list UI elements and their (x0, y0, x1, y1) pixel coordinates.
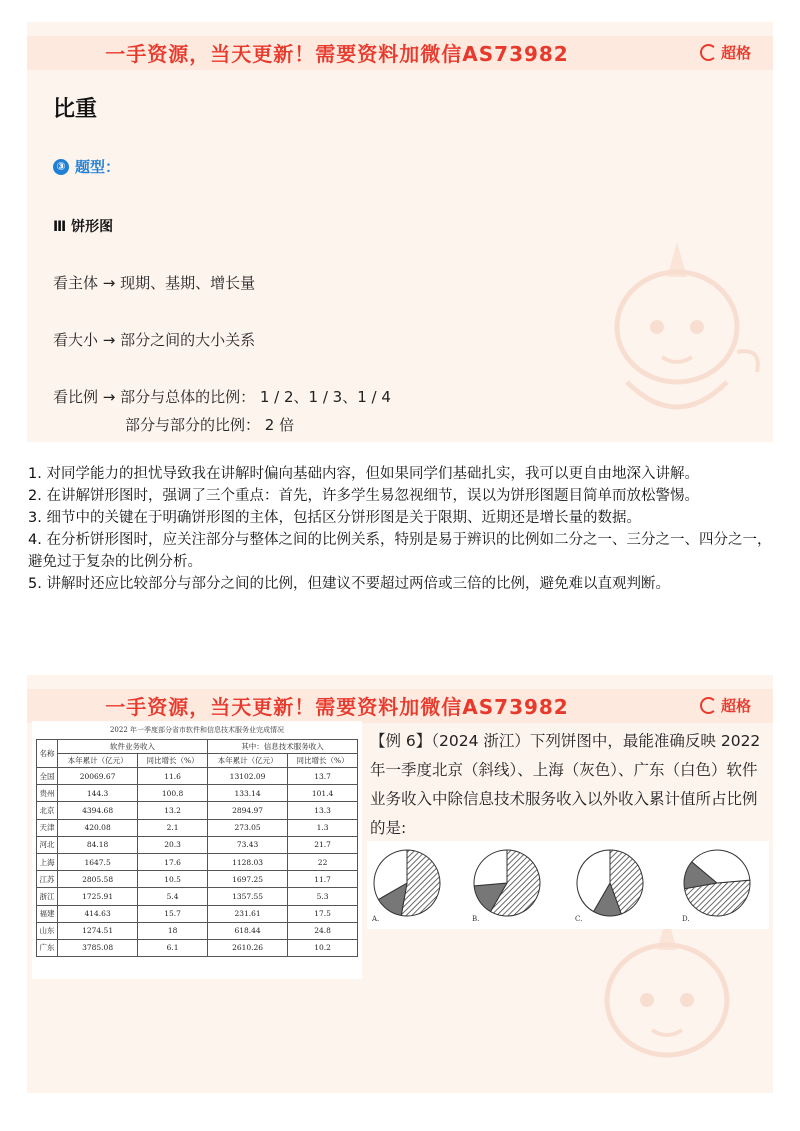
rule-line-3: 看比例 → 部分与总体的比例： 1 / 2、1 / 3、1 / 4 (53, 388, 391, 406)
table-row (37, 836, 358, 853)
table-header: 软件业务收入 (58, 740, 208, 754)
table-header: 其中：信息技术服务收入 (208, 740, 358, 754)
data-table (36, 739, 358, 957)
table-cell: 20.3 (138, 836, 208, 853)
table-cell: 6.1 (138, 939, 208, 956)
note-item: 1. 对同学能力的担忧导致我在讲解时偏向基础内容，但如果同学们基础扎实，我可以更自由地深入讲解。 (28, 466, 699, 482)
table-cell: 420.08 (58, 819, 138, 836)
pie-option-label: B. (472, 915, 480, 923)
mascot-watermark-icon (587, 232, 767, 442)
table-cell: 13.3 (288, 802, 358, 819)
slide-top (27, 22, 773, 442)
pie-slice (474, 850, 507, 886)
table-cell: 144.3 (58, 785, 138, 802)
note-item: 4. 在分析饼形图时，应关注部分与整体之间的比例关系，特别是易于辨识的比例如二分之一、三分之一、四分之一，避免过于复杂的比例分析。 (28, 532, 772, 570)
rule-line-1: 看主体 → 现期、基期、增长量 (53, 274, 256, 292)
table-cell: 101.4 (288, 785, 358, 802)
table-cell: 北京 (37, 802, 58, 819)
table-cell: 江苏 (37, 871, 58, 888)
table-cell: 133.14 (208, 785, 288, 802)
table-cell: 1128.03 (208, 853, 288, 870)
table-cell: 17.5 (288, 905, 358, 922)
table-cell: 231.61 (208, 905, 288, 922)
table-cell: 2.1 (138, 819, 208, 836)
table-header: 同比增长（%） (288, 754, 358, 768)
table-cell: 11.6 (138, 768, 208, 785)
pie-options-image (367, 841, 769, 929)
example-question: 【例 6】（2024 浙江）下列饼图中，最能准确反映 2022 年一季度北京（斜线）、上海（灰色）、广东（白色）软件业务收入中除信息技术服务收入以外收入累计值所占比例的是: (370, 732, 761, 837)
table-row (37, 802, 358, 819)
table-cell: 5.4 (138, 888, 208, 905)
table-cell: 1.3 (288, 819, 358, 836)
note-item: 5. 讲解时还应比较部分与部分之间的比例，但建议不要超过两倍或三倍的比例，避免难以直观判断。 (28, 576, 670, 592)
brand-name: 超格 (720, 44, 751, 62)
table-cell: 福建 (37, 905, 58, 922)
table-cell: 4394.68 (58, 802, 138, 819)
table-cell: 2805.58 (58, 871, 138, 888)
table-row (37, 888, 358, 905)
table-cell: 1357.55 (208, 888, 288, 905)
subtitle (53, 156, 120, 177)
table-header: 本年累计（亿元） (58, 754, 138, 768)
table-cell: 17.6 (138, 853, 208, 870)
table-row (37, 768, 358, 785)
promo-banner (27, 36, 773, 70)
promo-banner (27, 689, 773, 723)
brand-logo (700, 42, 751, 63)
table-row (37, 871, 358, 888)
table-row (37, 819, 358, 836)
table-cell: 273.05 (208, 819, 288, 836)
brand-icon (700, 44, 717, 61)
table-cell: 10.2 (288, 939, 358, 956)
table-cell: 11.7 (288, 871, 358, 888)
pie-option-label: A. (372, 915, 380, 923)
table-cell: 1647.5 (58, 853, 138, 870)
table-cell: 3785.08 (58, 939, 138, 956)
pie-option-label: C. (575, 915, 583, 923)
banner-text: 一手资源，当天更新！需要资料加微信AS73982 (105, 695, 569, 719)
table-cell: 84.18 (58, 836, 138, 853)
table-cell: 天津 (37, 819, 58, 836)
brand-icon (700, 697, 717, 714)
table-cell: 21.7 (288, 836, 358, 853)
table-cell: 2610.26 (208, 939, 288, 956)
subtitle-text: 题型： (75, 158, 121, 176)
table-row (37, 785, 358, 802)
mascot-watermark-icon (577, 905, 757, 1093)
table-cell: 73.43 (208, 836, 288, 853)
notes-list (28, 463, 773, 595)
table-cell: 13.2 (138, 802, 208, 819)
table-cell: 1697.25 (208, 871, 288, 888)
table-cell: 2894.97 (208, 802, 288, 819)
pie-option-label: D. (682, 915, 690, 923)
table-cell: 13102.09 (208, 768, 288, 785)
table-row (37, 922, 358, 939)
rule-line-2: 看大小 → 部分之间的大小关系 (53, 331, 256, 349)
table-cell: 13.7 (288, 768, 358, 785)
table-row (37, 939, 358, 956)
table-cell: 1725.91 (58, 888, 138, 905)
table-header: 名称 (37, 740, 58, 768)
slide-bottom (27, 675, 773, 1093)
table-header: 本年累计（亿元） (208, 754, 288, 768)
page-title: 比重 (53, 97, 98, 122)
banner-text: 一手资源，当天更新！需要资料加微信AS73982 (105, 42, 569, 66)
data-table-image (32, 721, 362, 979)
note-item: 3. 细节中的关键在于明确饼形图的主体，包括区分饼形图是关于限期、近期还是增长量的数据。 (28, 510, 641, 526)
rule-line-4: 部分与部分的比例： 2 倍 (125, 416, 295, 434)
table-cell: 全国 (37, 768, 58, 785)
brand-name: 超格 (720, 697, 751, 715)
table-cell: 618.44 (208, 922, 288, 939)
table-cell: 15.7 (138, 905, 208, 922)
table-caption: 2022 年一季度部分省市软件和信息技术服务业完成情况 (109, 726, 285, 734)
table-cell: 22 (288, 853, 358, 870)
table-header: 同比增长（%） (138, 754, 208, 768)
table-cell: 河北 (37, 836, 58, 853)
table-cell: 10.5 (138, 871, 208, 888)
table-cell: 5.3 (288, 888, 358, 905)
table-cell: 100.8 (138, 785, 208, 802)
section-heading: Ⅲ 饼形图 (53, 219, 114, 235)
table-cell: 24.8 (288, 922, 358, 939)
table-cell: 20069.67 (58, 768, 138, 785)
table-row (37, 905, 358, 922)
table-cell: 广东 (37, 939, 58, 956)
table-cell: 18 (138, 922, 208, 939)
table-cell: 1274.51 (58, 922, 138, 939)
table-cell: 山东 (37, 922, 58, 939)
table-cell: 414.63 (58, 905, 138, 922)
table-cell: 贵州 (37, 785, 58, 802)
note-item: 2. 在讲解饼形图时，强调了三个重点：首先，许多学生易忽视细节，误以为饼形图题目简单而放松警惕。 (28, 488, 699, 504)
table-row (37, 853, 358, 870)
table-cell: 上海 (37, 853, 58, 870)
circled-number: ③ (53, 159, 69, 175)
table-cell: 浙江 (37, 888, 58, 905)
brand-logo (700, 695, 751, 716)
